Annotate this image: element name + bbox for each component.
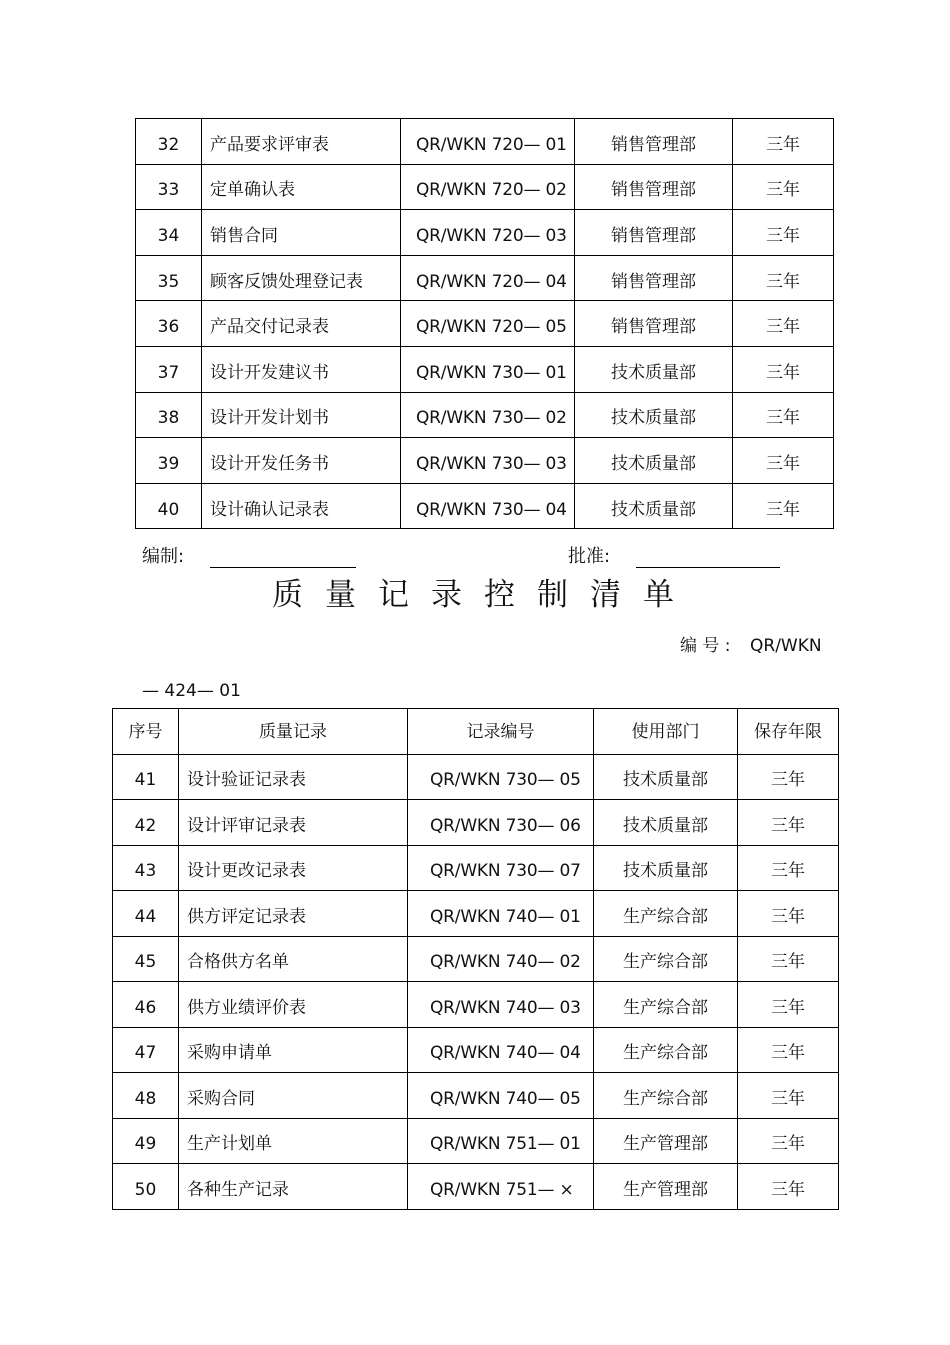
cell-no: 37 [136, 346, 202, 392]
cell-record: 设计开发建议书 [202, 346, 401, 392]
cell-code: QR/WKN 730— 05 [408, 754, 594, 800]
cell-dept: 生产综合部 [594, 1073, 738, 1119]
cell-code: QR/WKN 720— 02 [401, 164, 575, 210]
table-row [113, 1164, 839, 1210]
cell-record: 供方评定记录表 [179, 891, 408, 937]
cell-period: 三年 [738, 1073, 839, 1119]
cell-dept: 销售管理部 [575, 119, 733, 165]
table-row [113, 1118, 839, 1164]
prepared-by-signature-line [210, 567, 356, 568]
cell-dept: 技术质量部 [594, 845, 738, 891]
cell-dept: 生产综合部 [594, 936, 738, 982]
cell-dept: 生产管理部 [594, 1118, 738, 1164]
cell-record: 生产计划单 [179, 1118, 408, 1164]
doc-number-label: 编 号 : [680, 636, 731, 656]
table-row [136, 392, 834, 438]
cell-period: 三年 [733, 438, 834, 484]
cell-dept: 生产综合部 [594, 891, 738, 937]
table-row [136, 119, 834, 165]
cell-record: 合格供方名单 [179, 936, 408, 982]
cell-record: 设计确认记录表 [202, 483, 401, 529]
cell-no: 44 [113, 891, 179, 937]
cell-no: 34 [136, 210, 202, 256]
table-row [113, 1073, 839, 1119]
cell-dept: 销售管理部 [575, 210, 733, 256]
table-row [136, 210, 834, 256]
doc-number-value: QR/WKN [750, 636, 822, 656]
cell-record: 设计开发任务书 [202, 438, 401, 484]
table-row [136, 301, 834, 347]
table-row [113, 754, 839, 800]
cell-code: QR/WKN 730— 03 [401, 438, 575, 484]
cell-period: 三年 [738, 891, 839, 937]
cell-dept: 技术质量部 [575, 483, 733, 529]
cell-code: QR/WKN 740— 03 [408, 982, 594, 1028]
cell-no: 42 [113, 800, 179, 846]
table-row [113, 982, 839, 1028]
cell-period: 三年 [733, 164, 834, 210]
cell-record: 设计验证记录表 [179, 754, 408, 800]
cell-dept: 技术质量部 [594, 754, 738, 800]
cell-code: QR/WKN 730— 06 [408, 800, 594, 846]
cell-code: QR/WKN 720— 01 [401, 119, 575, 165]
table-row [113, 800, 839, 846]
document-title: 质量记录控制清单 [272, 577, 696, 613]
cell-code: QR/WKN 740— 05 [408, 1073, 594, 1119]
prepared-by-label: 编制: [142, 546, 185, 567]
cell-code: QR/WKN 751— × [408, 1164, 594, 1210]
cell-record: 顾客反馈处理登记表 [202, 255, 401, 301]
cell-no: 32 [136, 119, 202, 165]
cell-period: 三年 [733, 255, 834, 301]
approved-by-signature-line [636, 567, 780, 568]
table-row [136, 164, 834, 210]
cell-dept: 技术质量部 [575, 346, 733, 392]
cell-record: 采购合同 [179, 1073, 408, 1119]
cell-period: 三年 [733, 210, 834, 256]
cell-period: 三年 [738, 800, 839, 846]
cell-record: 设计开发计划书 [202, 392, 401, 438]
cell-dept: 销售管理部 [575, 164, 733, 210]
cell-no: 39 [136, 438, 202, 484]
cell-no: 35 [136, 255, 202, 301]
cell-code: QR/WKN 720— 04 [401, 255, 575, 301]
cell-period: 三年 [738, 936, 839, 982]
cell-record: 供方业绩评价表 [179, 982, 408, 1028]
cell-code: QR/WKN 740— 02 [408, 936, 594, 982]
header-dept: 使用部门 [594, 709, 738, 755]
cell-period: 三年 [738, 754, 839, 800]
cell-period: 三年 [738, 845, 839, 891]
cell-no: 50 [113, 1164, 179, 1210]
header-no: 序号 [113, 709, 179, 755]
cell-no: 46 [113, 982, 179, 1028]
cell-no: 36 [136, 301, 202, 347]
cell-period: 三年 [738, 1118, 839, 1164]
cell-period: 三年 [738, 982, 839, 1028]
cell-no: 49 [113, 1118, 179, 1164]
cell-no: 41 [113, 754, 179, 800]
cell-dept: 销售管理部 [575, 301, 733, 347]
header-code: 记录编号 [408, 709, 594, 755]
cell-code: QR/WKN 720— 05 [401, 301, 575, 347]
approved-by-label: 批准: [568, 546, 611, 567]
cell-no: 43 [113, 845, 179, 891]
cell-no: 47 [113, 1027, 179, 1073]
cell-code: QR/WKN 730— 07 [408, 845, 594, 891]
cell-no: 38 [136, 392, 202, 438]
table-row [136, 438, 834, 484]
cell-dept: 生产综合部 [594, 1027, 738, 1073]
cell-record: 定单确认表 [202, 164, 401, 210]
cell-period: 三年 [733, 483, 834, 529]
cell-code: QR/WKN 751— 01 [408, 1118, 594, 1164]
cell-dept: 生产综合部 [594, 982, 738, 1028]
cell-code: QR/WKN 730— 01 [401, 346, 575, 392]
cell-code: QR/WKN 730— 04 [401, 483, 575, 529]
cell-period: 三年 [733, 346, 834, 392]
header-period: 保存年限 [738, 709, 839, 755]
cell-dept: 技术质量部 [575, 438, 733, 484]
cell-code: QR/WKN 740— 04 [408, 1027, 594, 1073]
cell-record: 设计更改记录表 [179, 845, 408, 891]
cell-period: 三年 [733, 392, 834, 438]
table-row [136, 255, 834, 301]
cell-period: 三年 [733, 119, 834, 165]
cell-record: 采购申请单 [179, 1027, 408, 1073]
cell-code: QR/WKN 730— 02 [401, 392, 575, 438]
cell-no: 33 [136, 164, 202, 210]
cell-record: 产品交付记录表 [202, 301, 401, 347]
cell-no: 45 [113, 936, 179, 982]
doc-number-continuation: — 424— 01 [142, 681, 241, 701]
cell-dept: 销售管理部 [575, 255, 733, 301]
table-row [113, 936, 839, 982]
cell-no: 40 [136, 483, 202, 529]
cell-dept: 技术质量部 [594, 800, 738, 846]
cell-dept: 生产管理部 [594, 1164, 738, 1210]
quality-records-table-lower [112, 708, 839, 1210]
cell-period: 三年 [738, 1164, 839, 1210]
table-row [113, 1027, 839, 1073]
cell-record: 设计评审记录表 [179, 800, 408, 846]
table-row [113, 845, 839, 891]
table-header-row [113, 709, 839, 755]
cell-record: 各种生产记录 [179, 1164, 408, 1210]
cell-period: 三年 [738, 1027, 839, 1073]
cell-record: 产品要求评审表 [202, 119, 401, 165]
cell-period: 三年 [733, 301, 834, 347]
cell-code: QR/WKN 740— 01 [408, 891, 594, 937]
table-row [136, 346, 834, 392]
header-record: 质量记录 [179, 709, 408, 755]
cell-no: 48 [113, 1073, 179, 1119]
cell-code: QR/WKN 720— 03 [401, 210, 575, 256]
table-row [136, 483, 834, 529]
table-row [113, 891, 839, 937]
cell-record: 销售合同 [202, 210, 401, 256]
cell-dept: 技术质量部 [575, 392, 733, 438]
quality-records-table-upper [135, 118, 834, 529]
